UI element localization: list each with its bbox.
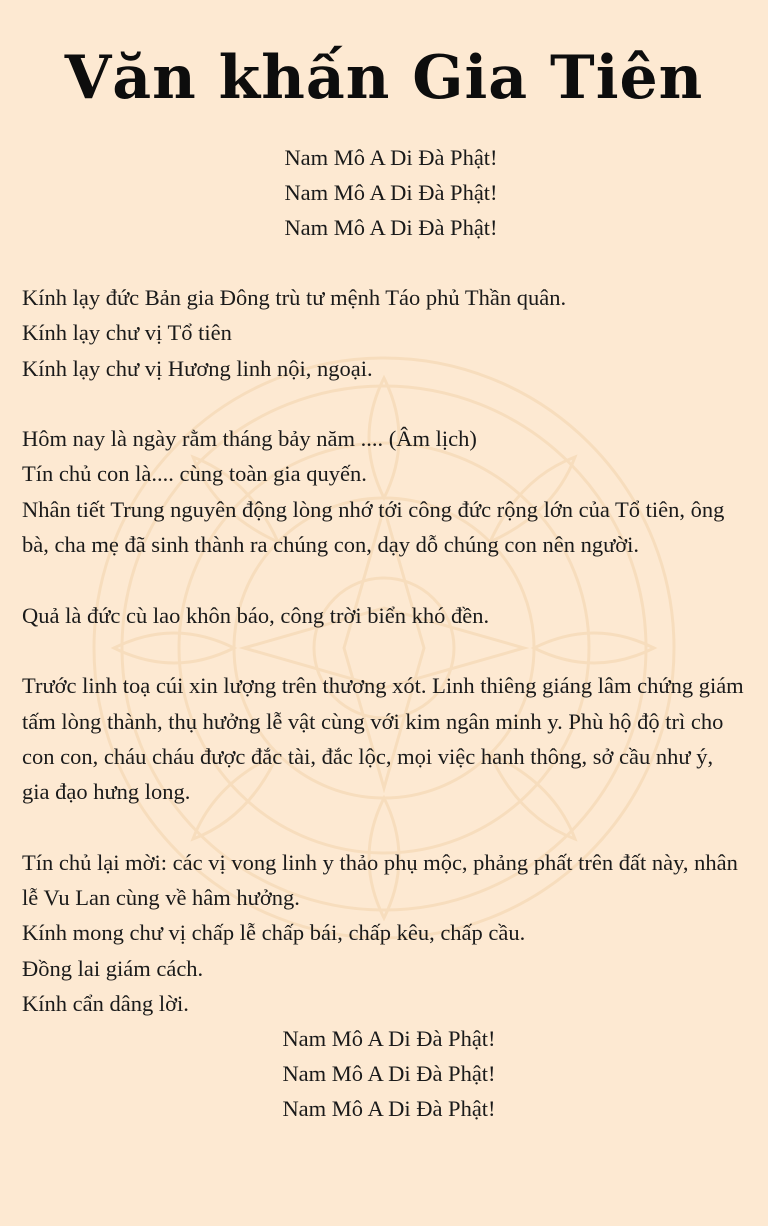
paragraph-salutation bbox=[22, 280, 746, 386]
invocation-line: Nam Mô A Di Đà Phật! bbox=[284, 145, 498, 170]
text-line: Kính lạy chư vị Tổ tiên bbox=[22, 320, 232, 346]
invocation-line: Nam Mô A Di Đà Phật! bbox=[284, 215, 498, 240]
closing-invocation bbox=[0, 1021, 768, 1126]
text-line: Kính cẩn dâng lời. bbox=[22, 990, 189, 1016]
text-line: Trước linh toạ cúi xin lượng trên thương xót. Linh thiêng giáng lâm chứng giám tấm lòng thành, thụ hưởng lễ vật cùng với kim ngân minh y. Phù hộ độ trì cho con con, cháu cháu được đắc tài, đắc lộc, mọi việc hanh thông, sở cầu như ý, gia đạo hưng long. bbox=[22, 673, 744, 805]
paragraph-gratitude bbox=[22, 598, 746, 633]
text-line: Kính lạy chư vị Hương linh nội, ngoại. bbox=[22, 355, 373, 381]
text-line: Tín chủ con là.... cùng toàn gia quyến. bbox=[22, 461, 367, 487]
text-line: Đồng lai giám cách. bbox=[22, 955, 204, 981]
paragraph-occasion bbox=[22, 421, 746, 562]
invocation-line: Nam Mô A Di Đà Phật! bbox=[282, 1061, 496, 1087]
page-title: Văn khấn Gia Tiên bbox=[64, 43, 704, 113]
opening-invocation bbox=[0, 140, 768, 245]
text-line: Tín chủ lại mời: các vị vong linh y thảo phụ mộc, phảng phất trên đất này, nhân lễ Vu Lan cùng về hâm hưởng. bbox=[22, 849, 738, 911]
text-line: Hôm nay là ngày rằm tháng bảy năm .... (Âm lịch) bbox=[22, 426, 477, 452]
invocation-line: Nam Mô A Di Đà Phật! bbox=[282, 1026, 496, 1052]
paragraph-petition bbox=[22, 668, 746, 809]
invocation-line: Nam Mô A Di Đà Phật! bbox=[282, 1096, 496, 1122]
text-line: Quả là đức cù lao khôn báo, công trời biển khó đền. bbox=[22, 602, 490, 628]
text-line: Nhân tiết Trung nguyên động lòng nhớ tới công đức rộng lớn của Tổ tiên, ông bà, cha mẹ đã sinh thành ra chúng con, dạy dỗ chúng con nên người. bbox=[22, 496, 725, 558]
text-line: Kính mong chư vị chấp lễ chấp bái, chấp kêu, chấp cầu. bbox=[22, 920, 526, 946]
prayer-body bbox=[0, 280, 768, 1021]
paragraph-invitation bbox=[22, 845, 746, 1021]
text-line: Kính lạy đức Bản gia Đông trù tư mệnh Táo phủ Thần quân. bbox=[22, 285, 567, 310]
invocation-line: Nam Mô A Di Đà Phật! bbox=[284, 180, 498, 205]
